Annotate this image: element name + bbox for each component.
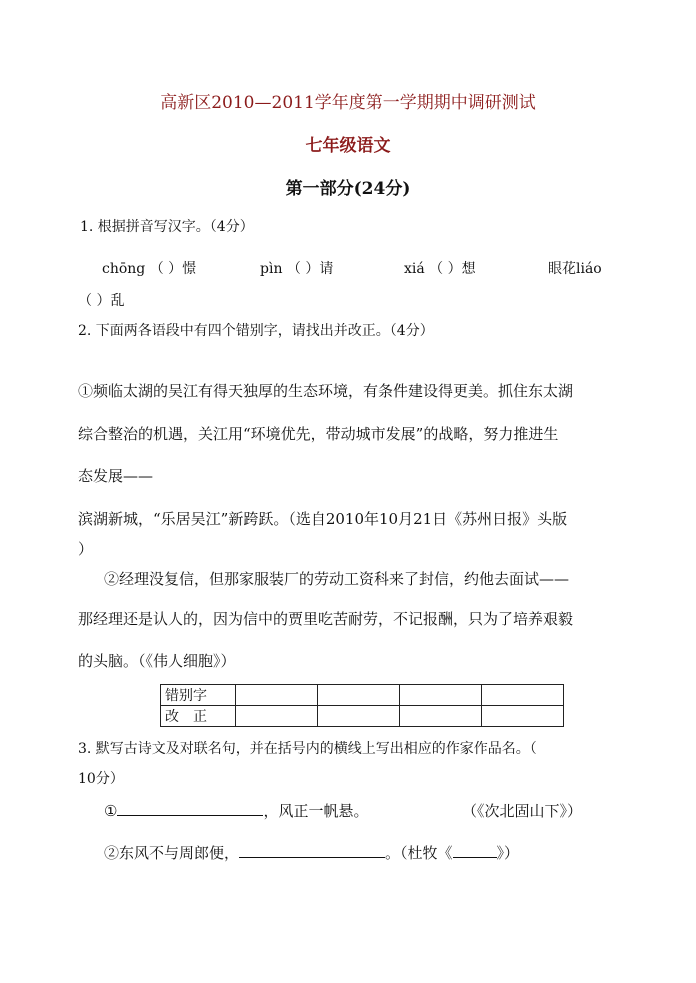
q3-item-2-text: ②东风不与周郎便， [104, 844, 240, 862]
q3-prompt: 3. 默写古诗文及对联名句，并在括号内的横线上写出相应的作家作品名。（ [78, 741, 537, 757]
answer-cell[interactable] [400, 685, 482, 706]
q2-passage-1-line-4: 滨湖新城，“乐居吴江”新跨跃。（选自2010年10月21日《苏州日报》头版 [78, 510, 568, 528]
q2-passage-1-line-5: ） [78, 540, 94, 558]
part-heading: 第一部分(24分) [285, 179, 411, 199]
table-row [161, 706, 564, 727]
q2-passage-1-line-1: ①频临太湖的吴江有得天独厚的生态环境，有条件建设得更美。抓住东太湖 [78, 382, 574, 400]
q3-item-1 [104, 800, 368, 821]
answer-cell[interactable] [236, 685, 318, 706]
q1-prompt: 1. 根据拼音写汉字。（4分） [80, 219, 254, 235]
q1-item-3: xiá （ ）想 [404, 261, 476, 277]
q2-passage-2-line-2: 那经理还是认人的，因为信中的贾里吃苦耐劳，不记报酬，只为了培养艰毅 [78, 610, 574, 628]
q3-item-1-text: ，风正一帆悬。 [263, 802, 369, 820]
exam-subtitle: 七年级语文 [305, 136, 391, 156]
q2-passage-1-line-2: 综合整治的机遇，关江用“环境优先，带动城市发展”的战略，努力推进生 [78, 425, 559, 443]
q1-item-1: chōng （ ）憬 [102, 261, 197, 277]
answer-cell[interactable] [482, 685, 564, 706]
q3-item-2-end: 。（杜牧《 [385, 844, 453, 862]
q2-passage-2-line-1: ②经理没复信，但那家服装厂的劳动工资科来了封信，约他去面试—— [104, 570, 570, 588]
answer-cell[interactable] [482, 706, 564, 727]
q3-prompt-cont: 10分） [78, 771, 124, 787]
q3-item-2-close: 》） [496, 844, 520, 862]
title-blank[interactable] [453, 843, 497, 858]
q3-item-1-number: ① [104, 802, 118, 820]
q2-passage-2-line-3: 的头脑。（《伟人细胞》） [78, 652, 236, 670]
answer-cell[interactable] [400, 706, 482, 727]
q3-item-1-source: （《次北固山下》） [462, 802, 583, 820]
answer-cell[interactable] [318, 685, 400, 706]
answer-cell[interactable] [318, 706, 400, 727]
answer-blank[interactable] [117, 801, 263, 816]
table-header-wrong: 错别字 [161, 685, 236, 706]
q1-item-4-cont: （ ）乱 [78, 293, 125, 309]
q1-item-4: 眼花liáo [548, 261, 602, 277]
q1-item-2: pìn （ ）请 [260, 261, 334, 277]
table-header-correct: 改 正 [161, 706, 236, 727]
correction-table [160, 684, 564, 727]
table-row [161, 685, 564, 706]
q2-passage-1-line-3: 态发展—— [78, 467, 154, 485]
q3-item-2 [104, 842, 519, 863]
answer-cell[interactable] [236, 706, 318, 727]
answer-blank[interactable] [239, 843, 385, 858]
exam-title: 高新区2010—2011学年度第一学期期中调研测试 [160, 93, 536, 113]
q2-prompt: 2. 下面两各语段中有四个错别字，请找出并改正。（4分） [78, 323, 434, 339]
